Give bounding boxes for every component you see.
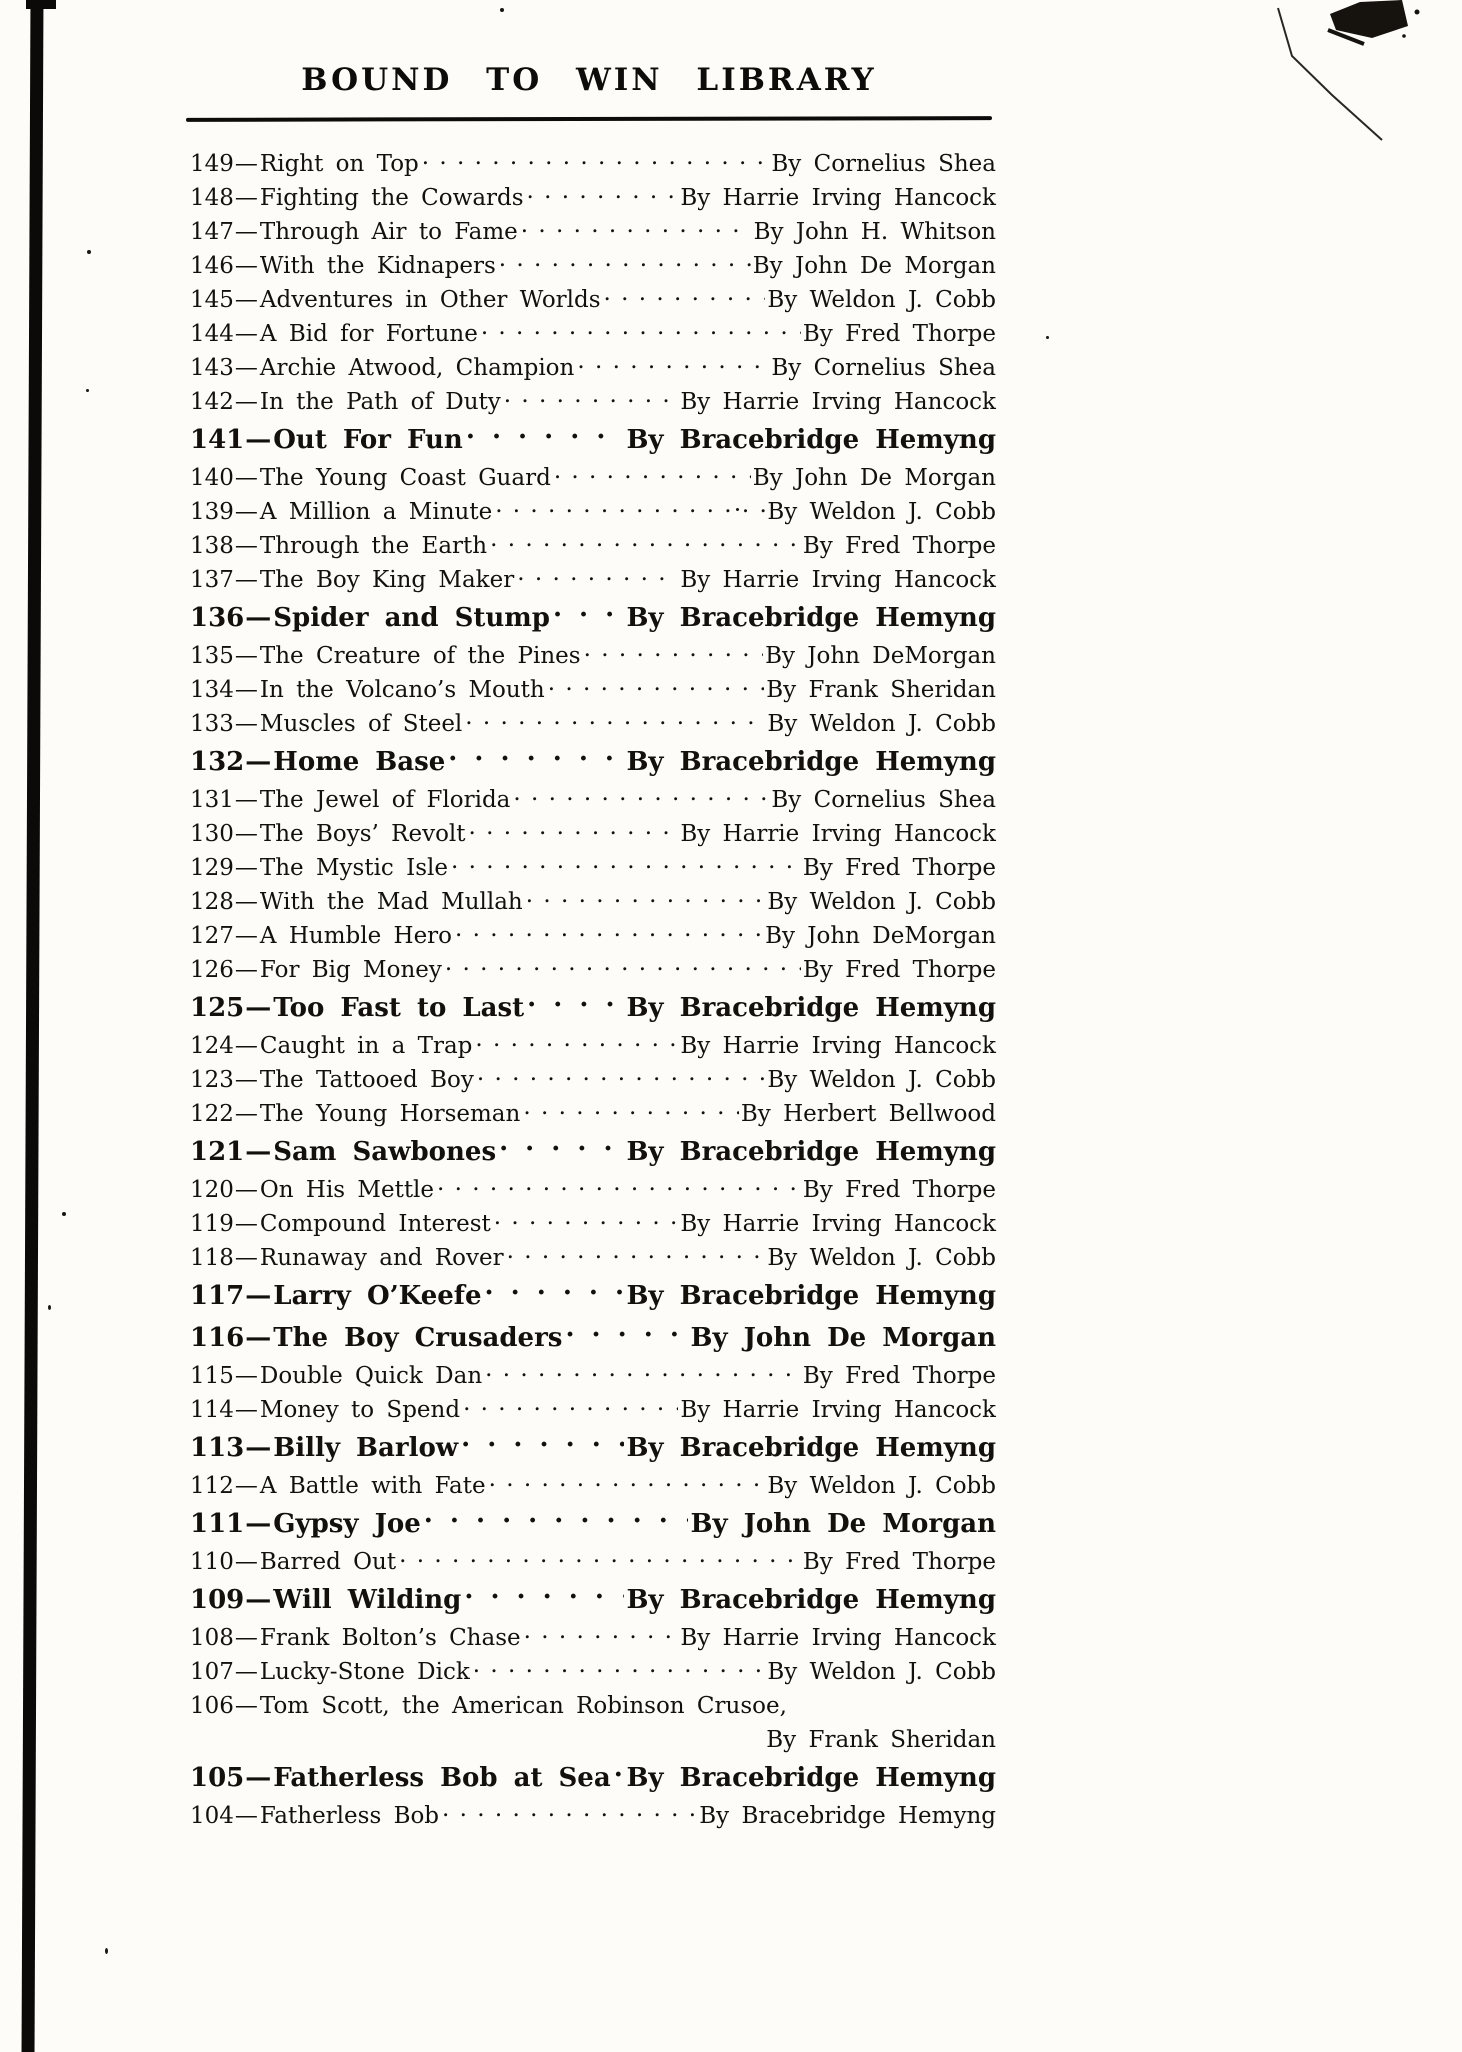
entry-number-title [190, 1278, 482, 1314]
entry-author: By Frank Sheridan [766, 1727, 996, 1753]
entry-title: Home Base [273, 747, 446, 777]
entry-dash: — [234, 1211, 258, 1237]
entry-number: 143 [190, 355, 234, 381]
entry-author: By Harrie Irving Hancock [680, 567, 996, 593]
entry-dash: — [234, 923, 258, 949]
entry-number-title [190, 817, 466, 851]
entry-author: By Cornelius Shea [771, 787, 996, 813]
entry-number: 111 [190, 1509, 245, 1539]
entry-number: 105 [190, 1763, 245, 1793]
scan-speck [736, 508, 739, 511]
entry-author: By Herbert Bellwood [740, 1101, 996, 1127]
entry-number-title [190, 707, 462, 741]
list-item [190, 1799, 996, 1833]
entry-number: 129 [190, 855, 234, 881]
entry-title: The Boy King Maker [259, 567, 515, 593]
scan-speck [1046, 336, 1049, 339]
entry-author: By Weldon J. Cobb [767, 711, 996, 737]
entry-dash: — [245, 1137, 272, 1167]
entry-number: 127 [190, 923, 234, 949]
entry-number-title [190, 1393, 460, 1427]
entry-title: Larry O’Keefe [273, 1281, 482, 1311]
entry-dash: — [234, 787, 258, 813]
entry-author: By Bracebridge Hemyng [626, 1763, 996, 1793]
entry-title: A Battle with Fate [259, 1473, 486, 1499]
entry-number: 145 [190, 287, 234, 313]
dot-leader [496, 1134, 626, 1170]
entry-dash: — [234, 287, 258, 313]
entry-number-title [190, 385, 501, 419]
entry-number: 142 [190, 389, 234, 415]
entry-number: 118 [190, 1245, 234, 1271]
entry-number-title [190, 249, 496, 283]
entry-author: By Frank Sheridan [766, 677, 996, 703]
entry-number-title [190, 1799, 439, 1833]
entry-number: 108 [190, 1625, 234, 1651]
entry-number-title [190, 953, 442, 987]
entry-number-title [190, 919, 452, 953]
entry-number: 144 [190, 321, 234, 347]
entry-number: 110 [190, 1549, 234, 1575]
dot-leader [458, 1430, 626, 1466]
entry-title: The Boys’ Revolt [259, 821, 466, 847]
entry-author: By John DeMorgan [765, 923, 996, 949]
entry-number: 135 [190, 643, 234, 669]
entry-title: Sam Sawbones [273, 1137, 497, 1167]
entry-number: 117 [190, 1281, 245, 1311]
dot-leader [461, 1582, 626, 1618]
entry-number-title [190, 1430, 458, 1466]
entry-number-title [190, 1097, 520, 1131]
entry-dash: — [234, 321, 258, 347]
entry-number-title [190, 215, 518, 249]
entry-number: 139 [190, 499, 234, 525]
entry-title: A Bid for Fortune [259, 321, 478, 347]
entry-title: Right on Top [259, 151, 419, 177]
dot-leader [524, 990, 626, 1026]
entry-title: The Young Horseman [259, 1101, 521, 1127]
dot-leader [439, 1799, 699, 1833]
entry-dash: — [234, 1397, 258, 1423]
entry-dash: — [234, 1625, 258, 1651]
entry-number-title [190, 1760, 611, 1796]
entry-title: Spider and Stump [273, 603, 550, 633]
entry-dash: — [234, 1033, 258, 1059]
entry-dash: — [245, 1323, 272, 1353]
dot-leader [463, 422, 627, 458]
entry-title: Double Quick Dan [259, 1363, 483, 1389]
entry-number: 107 [190, 1659, 234, 1685]
entry-author: By Fred Thorpe [802, 533, 996, 559]
entry-number-title [190, 1582, 461, 1618]
entry-title: Lucky-Stone Dick [259, 1659, 470, 1685]
entry-number-title [190, 1506, 421, 1542]
entry-author: By John H. Whitson [753, 219, 996, 245]
entry-dash: — [245, 993, 272, 1023]
entry-number: 146 [190, 253, 234, 279]
binding-edge [22, 0, 44, 2052]
entry-dash: — [245, 1585, 272, 1615]
entry-number: 147 [190, 219, 234, 245]
entry-author: By Bracebridge Hemyng [626, 1585, 996, 1615]
entry-number-title [190, 1173, 434, 1207]
entry-author: By Weldon J. Cobb [767, 287, 996, 313]
entry-number: 140 [190, 465, 234, 491]
entry-author: By John DeMorgan [765, 643, 996, 669]
entry-author: By Bracebridge Hemyng [626, 1281, 996, 1311]
entry-number-title [190, 1689, 787, 1723]
entry-author: By Bracebridge Hemyng [626, 1433, 996, 1463]
dot-leader [482, 1278, 627, 1314]
entry-dash: — [245, 1281, 272, 1311]
entry-number: 125 [190, 993, 245, 1023]
entry-dash: — [234, 711, 258, 737]
entry-title: Billy Barlow [273, 1433, 459, 1463]
entry-number-title [190, 1655, 470, 1689]
entry-title: The Mystic Isle [259, 855, 448, 881]
entry-number: 121 [190, 1137, 245, 1167]
entry-author: By Weldon J. Cobb [767, 499, 996, 525]
entry-title: The Tattooed Boy [259, 1067, 474, 1093]
entry-author: By Harrie Irving Hancock [680, 1211, 996, 1237]
entry-title: Fatherless Bob [259, 1803, 440, 1829]
entry-title: Through Air to Fame [259, 219, 518, 245]
entry-dash: — [234, 889, 258, 915]
scan-speck [105, 1948, 108, 1954]
dot-leader [470, 1655, 768, 1689]
entry-dash: — [234, 533, 258, 559]
entry-author: By Cornelius Shea [771, 151, 996, 177]
entry-title: For Big Money [259, 957, 442, 983]
scan-speck [500, 8, 504, 12]
entry-title: Out For Fun [273, 425, 463, 455]
entry-number: 115 [190, 1363, 234, 1389]
entry-author: By Bracebridge Hemyng [699, 1803, 996, 1829]
entry-number-title [190, 1134, 496, 1170]
entry-author: By Fred Thorpe [802, 957, 996, 983]
entry-title: Muscles of Steel [259, 711, 463, 737]
entry-number-title [190, 317, 478, 351]
entry-number: 126 [190, 957, 234, 983]
entry-title: Caught in a Trap [259, 1033, 473, 1059]
entry-number-title [190, 783, 510, 817]
entry-title: A Million a Minute [259, 499, 493, 525]
entry-dash: — [245, 1433, 272, 1463]
binding-edge-notch [26, 0, 56, 9]
entry-dash: — [234, 677, 258, 703]
entry-title: Gypsy Joe [273, 1509, 421, 1539]
entry-number-title [190, 1621, 521, 1655]
entry-author: By Weldon J. Cobb [767, 1067, 996, 1093]
entry-author: By John De Morgan [752, 253, 996, 279]
entry-title: In the Volcano’s Mouth [259, 677, 545, 703]
entry-author: By Fred Thorpe [802, 321, 996, 347]
entry-number: 120 [190, 1177, 234, 1203]
entry-author: By Harrie Irving Hancock [680, 1397, 996, 1423]
entry-number-title [190, 181, 524, 215]
entry-title: The Boy Crusaders [273, 1323, 563, 1353]
entry-title: Fighting the Cowards [259, 185, 524, 211]
entry-dash: — [234, 855, 258, 881]
entry-author: By Fred Thorpe [802, 1363, 996, 1389]
entry-number-title [190, 1207, 491, 1241]
entry-number-title [190, 639, 581, 673]
entry-dash: — [234, 465, 258, 491]
entry-author: By Cornelius Shea [771, 355, 996, 381]
entry-author: By Bracebridge Hemyng [626, 603, 996, 633]
entry-number: 128 [190, 889, 234, 915]
entry-dash: — [234, 1473, 258, 1499]
list-item [190, 1655, 996, 1689]
entry-author: By Bracebridge Hemyng [626, 993, 996, 1023]
dot-leader [562, 1320, 690, 1356]
entry-dash: — [234, 185, 258, 211]
entry-dash: — [234, 1245, 258, 1271]
entry-title: Will Wilding [273, 1585, 462, 1615]
entry-number-title [190, 422, 463, 458]
entry-number: 133 [190, 711, 234, 737]
entry-number: 112 [190, 1473, 234, 1499]
entry-author: By Harrie Irving Hancock [680, 185, 996, 211]
entry-author: By Weldon J. Cobb [767, 1473, 996, 1499]
entry-dash: — [234, 643, 258, 669]
entry-title: In the Path of Duty [259, 389, 501, 415]
entry-dash: — [234, 1693, 258, 1719]
entry-dash: — [245, 603, 272, 633]
entry-title: Fatherless Bob at Sea [273, 1763, 611, 1793]
scan-speck [86, 389, 89, 392]
list-item [190, 1689, 996, 1757]
dot-leader [550, 600, 627, 636]
entry-dash: — [234, 389, 258, 415]
entry-author: By Harrie Irving Hancock [680, 1625, 996, 1651]
entry-title: Compound Interest [259, 1211, 491, 1237]
entry-number: 113 [190, 1433, 245, 1463]
entry-author: By Fred Thorpe [802, 1177, 996, 1203]
entry-title: Through the Earth [259, 533, 488, 559]
entry-author: By Harrie Irving Hancock [680, 821, 996, 847]
entry-title: The Young Coast Guard [259, 465, 551, 491]
entry-title: A Humble Hero [259, 923, 453, 949]
entry-dash: — [245, 1763, 272, 1793]
entry-title: Archie Atwood, Champion [259, 355, 575, 381]
entry-title: Money to Spend [259, 1397, 461, 1423]
entry-number: 134 [190, 677, 234, 703]
entry-number: 132 [190, 747, 245, 777]
entry-number: 106 [190, 1693, 234, 1719]
entry-title: Barred Out [259, 1549, 397, 1575]
entry-author: By John De Morgan [690, 1509, 996, 1539]
entry-dash: — [234, 499, 258, 525]
entry-number-title [190, 1320, 562, 1356]
entry-author: By Harrie Irving Hancock [680, 389, 996, 415]
entry-dash: — [234, 567, 258, 593]
entry-title: Too Fast to Last [273, 993, 525, 1023]
entry-author: By Weldon J. Cobb [767, 889, 996, 915]
entry-number-title [190, 495, 492, 529]
list-item [190, 249, 996, 283]
entry-title: On His Mettle [259, 1177, 435, 1203]
entry-title: Tom Scott, the American Robinson Crusoe, [259, 1693, 787, 1719]
entry-title: With the Kidnapers [259, 253, 496, 279]
entry-number: 141 [190, 425, 245, 455]
entry-author: By Fred Thorpe [802, 855, 996, 881]
entry-number-title [190, 1359, 482, 1393]
entry-dash: — [234, 151, 258, 177]
book-list [190, 147, 996, 1833]
scan-speck [87, 250, 91, 254]
entry-dash: — [234, 1101, 258, 1127]
entry-number-title [190, 990, 524, 1026]
entry-number: 119 [190, 1211, 234, 1237]
entry-number-title [190, 600, 550, 636]
entry-dash: — [234, 1803, 258, 1829]
entry-author: By Weldon J. Cobb [767, 1659, 996, 1685]
scan-speck [62, 1212, 66, 1216]
dot-leader [445, 744, 626, 780]
entry-number-title [190, 744, 445, 780]
entry-title: Frank Bolton’s Chase [259, 1625, 521, 1651]
entry-dash: — [234, 821, 258, 847]
entry-number-title [190, 529, 487, 563]
entry-author: By Bracebridge Hemyng [626, 747, 996, 777]
entry-number-title [190, 851, 448, 885]
entry-author: By Weldon J. Cobb [767, 1245, 996, 1271]
entry-dash: — [234, 253, 258, 279]
header-rule [186, 116, 992, 122]
entry-number: 109 [190, 1585, 245, 1615]
page-corner-crease [1232, 0, 1462, 160]
entry-number-title [190, 1063, 474, 1097]
entry-author: By Bracebridge Hemyng [626, 425, 996, 455]
entry-author: By John De Morgan [690, 1323, 996, 1353]
page-title: BOUND TO WIN LIBRARY [301, 62, 877, 98]
entry-number-title [190, 1241, 504, 1275]
entry-number: 122 [190, 1101, 234, 1127]
entry-number-title [190, 1545, 396, 1579]
entry-number: 137 [190, 567, 234, 593]
entry-number: 148 [190, 185, 234, 211]
entry-number: 116 [190, 1323, 245, 1353]
entry-title: The Jewel of Florida [259, 787, 511, 813]
entry-number: 124 [190, 1033, 234, 1059]
entry-author: By Bracebridge Hemyng [626, 1137, 996, 1167]
entry-dash: — [245, 747, 272, 777]
entry-title: The Creature of the Pines [259, 643, 581, 669]
entry-number-title [190, 147, 419, 181]
entry-dash: — [245, 1509, 272, 1539]
entry-number: 123 [190, 1067, 234, 1093]
dot-leader [421, 1506, 691, 1542]
entry-dash: — [245, 425, 272, 455]
dot-leader [611, 1760, 627, 1796]
entry-number: 104 [190, 1803, 234, 1829]
entry-number: 114 [190, 1397, 234, 1423]
entry-number-title [190, 563, 514, 597]
entry-author: By Fred Thorpe [802, 1549, 996, 1575]
entry-number: 130 [190, 821, 234, 847]
entry-number: 131 [190, 787, 234, 813]
entry-dash: — [234, 1659, 258, 1685]
entry-title: Runaway and Rover [259, 1245, 504, 1271]
entry-number-title [190, 1029, 472, 1063]
scan-speck [48, 1305, 51, 1310]
entry-dash: — [234, 1177, 258, 1203]
entry-number: 138 [190, 533, 234, 559]
entry-title: Adventures in Other Worlds [259, 287, 601, 313]
entry-author: By Harrie Irving Hancock [680, 1033, 996, 1059]
entry-dash: — [234, 355, 258, 381]
entry-title: With the Mad Mullah [259, 889, 523, 915]
entry-dash: — [234, 957, 258, 983]
entry-dash: — [234, 1067, 258, 1093]
entry-number: 149 [190, 151, 234, 177]
entry-author: By John De Morgan [752, 465, 996, 491]
entry-dash: — [234, 1549, 258, 1575]
entry-number: 136 [190, 603, 245, 633]
entry-dash: — [234, 1363, 258, 1389]
entry-dash: — [234, 219, 258, 245]
